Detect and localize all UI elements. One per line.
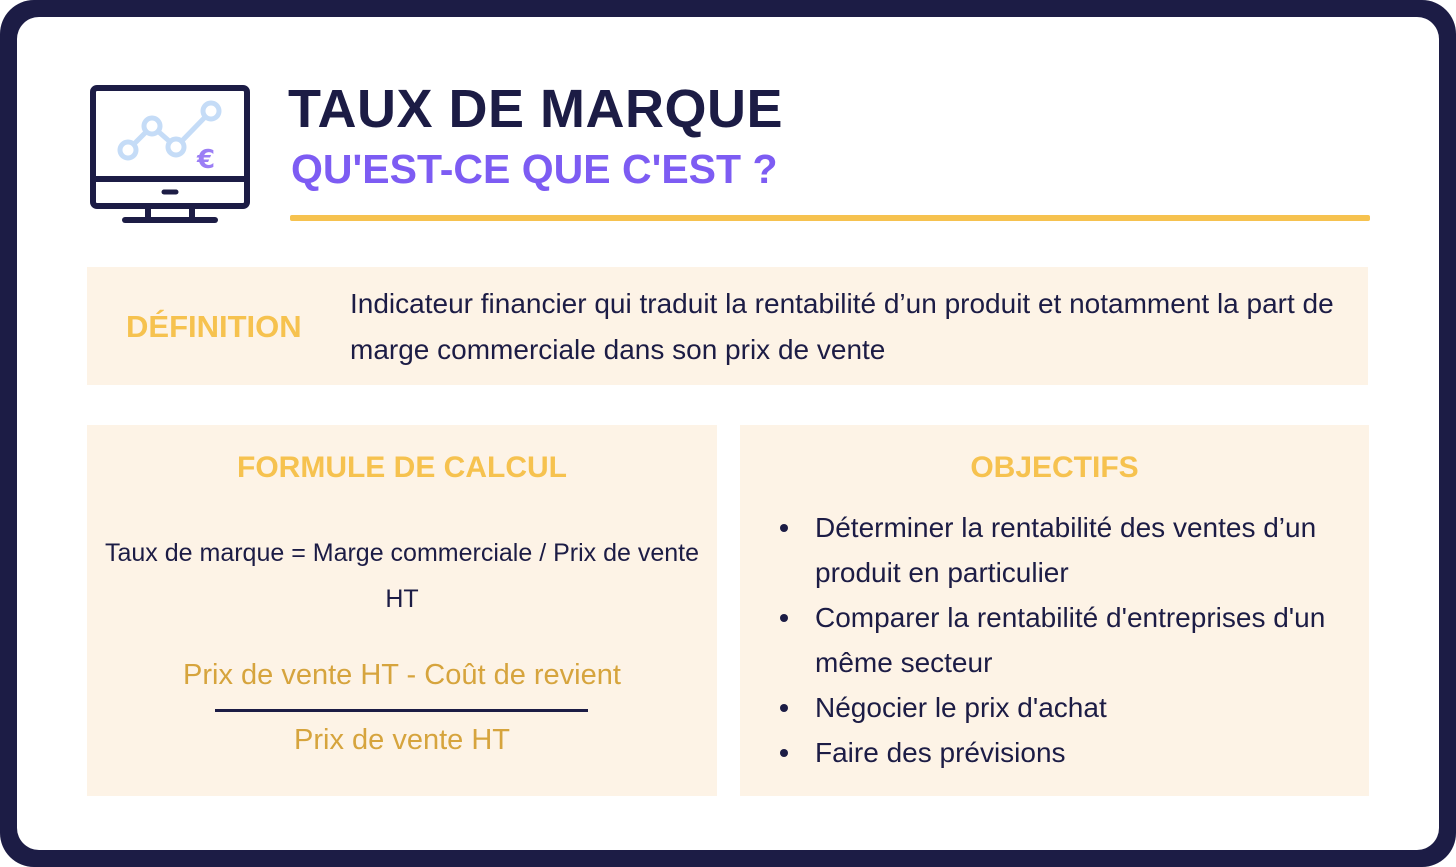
bullet-dot-icon xyxy=(780,524,788,532)
fraction-bar xyxy=(215,709,588,712)
monitor-chart-euro-icon xyxy=(88,84,252,226)
fraction-numerator: Prix de vente HT - Coût de revient xyxy=(183,659,621,691)
objectives-list xyxy=(780,505,1360,775)
svg-text:€: € xyxy=(196,145,216,175)
formula-text: Taux de marque = Marge commerciale / Prix de vente HT xyxy=(104,539,700,613)
objective-item xyxy=(780,685,1360,730)
objective-text: Déterminer la rentabilité des ventes d’un produit en particulier xyxy=(815,512,1317,588)
formula-heading: FORMULE DE CALCUL xyxy=(237,451,567,484)
title-underline xyxy=(290,215,1370,221)
objective-item xyxy=(780,595,1360,685)
bullet-dot-icon xyxy=(780,749,788,757)
fraction-denominator: Prix de vente HT xyxy=(294,724,510,756)
definition-label: DÉFINITION xyxy=(126,309,302,344)
objective-text: Faire des prévisions xyxy=(815,737,1066,768)
objective-text: Comparer la rentabilité d'entreprises d'un même secteur xyxy=(815,602,1326,678)
objective-item xyxy=(780,505,1360,595)
objective-item xyxy=(780,730,1360,775)
objectives-heading: OBJECTIFS xyxy=(970,451,1139,484)
bullet-dot-icon xyxy=(780,614,788,622)
page-title: TAUX DE MARQUE xyxy=(288,79,784,139)
definition-text: Indicateur financier qui traduit la rentabilité d’un produit et notamment la part de marge commerciale dans son prix de vente xyxy=(350,288,1334,365)
bullet-dot-icon xyxy=(780,704,788,712)
objective-text: Négocier le prix d'achat xyxy=(815,692,1107,723)
page-subtitle: QU'EST-CE QUE C'EST ? xyxy=(291,146,778,192)
